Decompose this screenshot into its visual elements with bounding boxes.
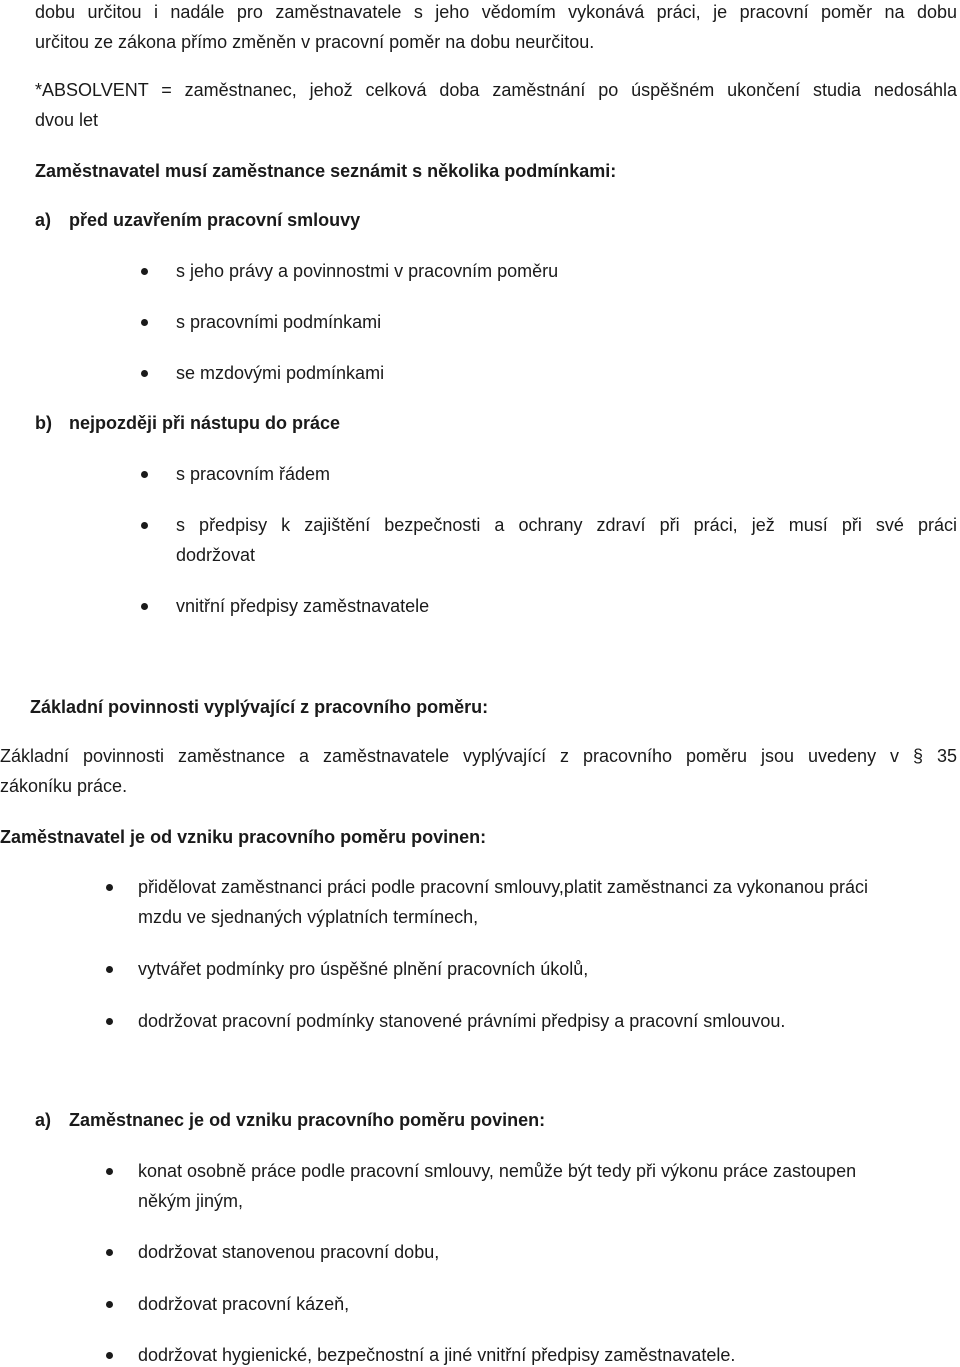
section-b-title: nejpozději při nástupu do práce	[69, 413, 341, 433]
bullet-icon	[141, 319, 148, 326]
intro-line-1: dobu určitou i nadále pro zaměstnavatele s jeho vědomím vykonává práci, je pracovní poměr na dobu	[35, 2, 957, 22]
duties-text-line-2: zákoníku práce.	[0, 776, 128, 796]
list-item: s pracovními podmínkami	[176, 312, 382, 332]
employer-heading: Zaměstnavatel je od vzniku pracovního poměru povinen:	[0, 827, 487, 847]
list-item: přidělovat zaměstnanci práci podle pracovní smlouvy,platit zaměstnanci za vykonanou práci	[138, 877, 869, 897]
bullet-icon	[141, 471, 148, 478]
list-item: vytvářet podmínky pro úspěšné plnění pracovních úkolů,	[138, 959, 589, 979]
list-item: s jeho právy a povinnostmi v pracovním poměru	[176, 261, 559, 281]
duties-text-line-1: Základní povinnosti zaměstnance a zaměstnavatele vyplývající z pracovního poměru jsou uvedeny v § 35	[0, 746, 957, 766]
list-item: vnitřní předpisy zaměstnavatele	[176, 596, 430, 616]
list-item: s předpisy k zajištění bezpečnosti a ochrany zdraví při práci, jež musí při své práci	[176, 515, 957, 535]
bullet-icon	[106, 1352, 113, 1359]
bullet-icon	[141, 268, 148, 275]
conditions-heading: Zaměstnavatel musí zaměstnance seznámit s několika podmínkami:	[35, 161, 617, 181]
intro-line-2: určitou ze zákona přímo změněn v pracovní poměr na dobu neurčitou.	[35, 32, 595, 52]
section-a-marker: a)	[35, 210, 52, 230]
list-item: dodržovat hygienické, bezpečnostní a jiné vnitřní předpisy zaměstnavatele.	[138, 1345, 736, 1365]
list-item: s pracovním řádem	[176, 464, 331, 484]
bullet-icon	[141, 603, 148, 610]
bullet-icon	[106, 1249, 113, 1256]
employee-marker: a)	[35, 1110, 52, 1130]
bullet-icon	[106, 1168, 113, 1175]
duties-heading: Základní povinnosti vyplývající z pracovního poměru:	[30, 697, 489, 717]
list-item-continuation: dodržovat	[176, 545, 256, 565]
list-item-continuation: někým jiným,	[138, 1191, 244, 1211]
section-a-title: před uzavřením pracovní smlouvy	[69, 210, 361, 230]
employee-heading: Zaměstnanec je od vzniku pracovního poměru povinen:	[69, 1110, 546, 1130]
list-item: dodržovat pracovní podmínky stanovené právními předpisy a pracovní smlouvou.	[138, 1011, 786, 1031]
bullet-icon	[141, 370, 148, 377]
bullet-icon	[106, 966, 113, 973]
list-item: konat osobně práce podle pracovní smlouvy, nemůže být tedy při výkonu práce zastoupen	[138, 1161, 857, 1181]
section-b-marker: b)	[35, 413, 52, 433]
bullet-icon	[141, 522, 148, 529]
bullet-icon	[106, 1301, 113, 1308]
list-item: dodržovat pracovní kázeň,	[138, 1294, 350, 1314]
absolvent-definition-line-1: *ABSOLVENT = zaměstnanec, jehož celková doba zaměstnání po úspěšném ukončení studia nedosáhla	[35, 80, 957, 100]
list-item: se mzdovými podmínkami	[176, 363, 385, 383]
absolvent-definition-line-2: dvou let	[35, 110, 99, 130]
list-item-continuation: mzdu ve sjednaných výplatních termínech,	[138, 907, 479, 927]
bullet-icon	[106, 1018, 113, 1025]
bullet-icon	[106, 884, 113, 891]
list-item: dodržovat stanovenou pracovní dobu,	[138, 1242, 440, 1262]
